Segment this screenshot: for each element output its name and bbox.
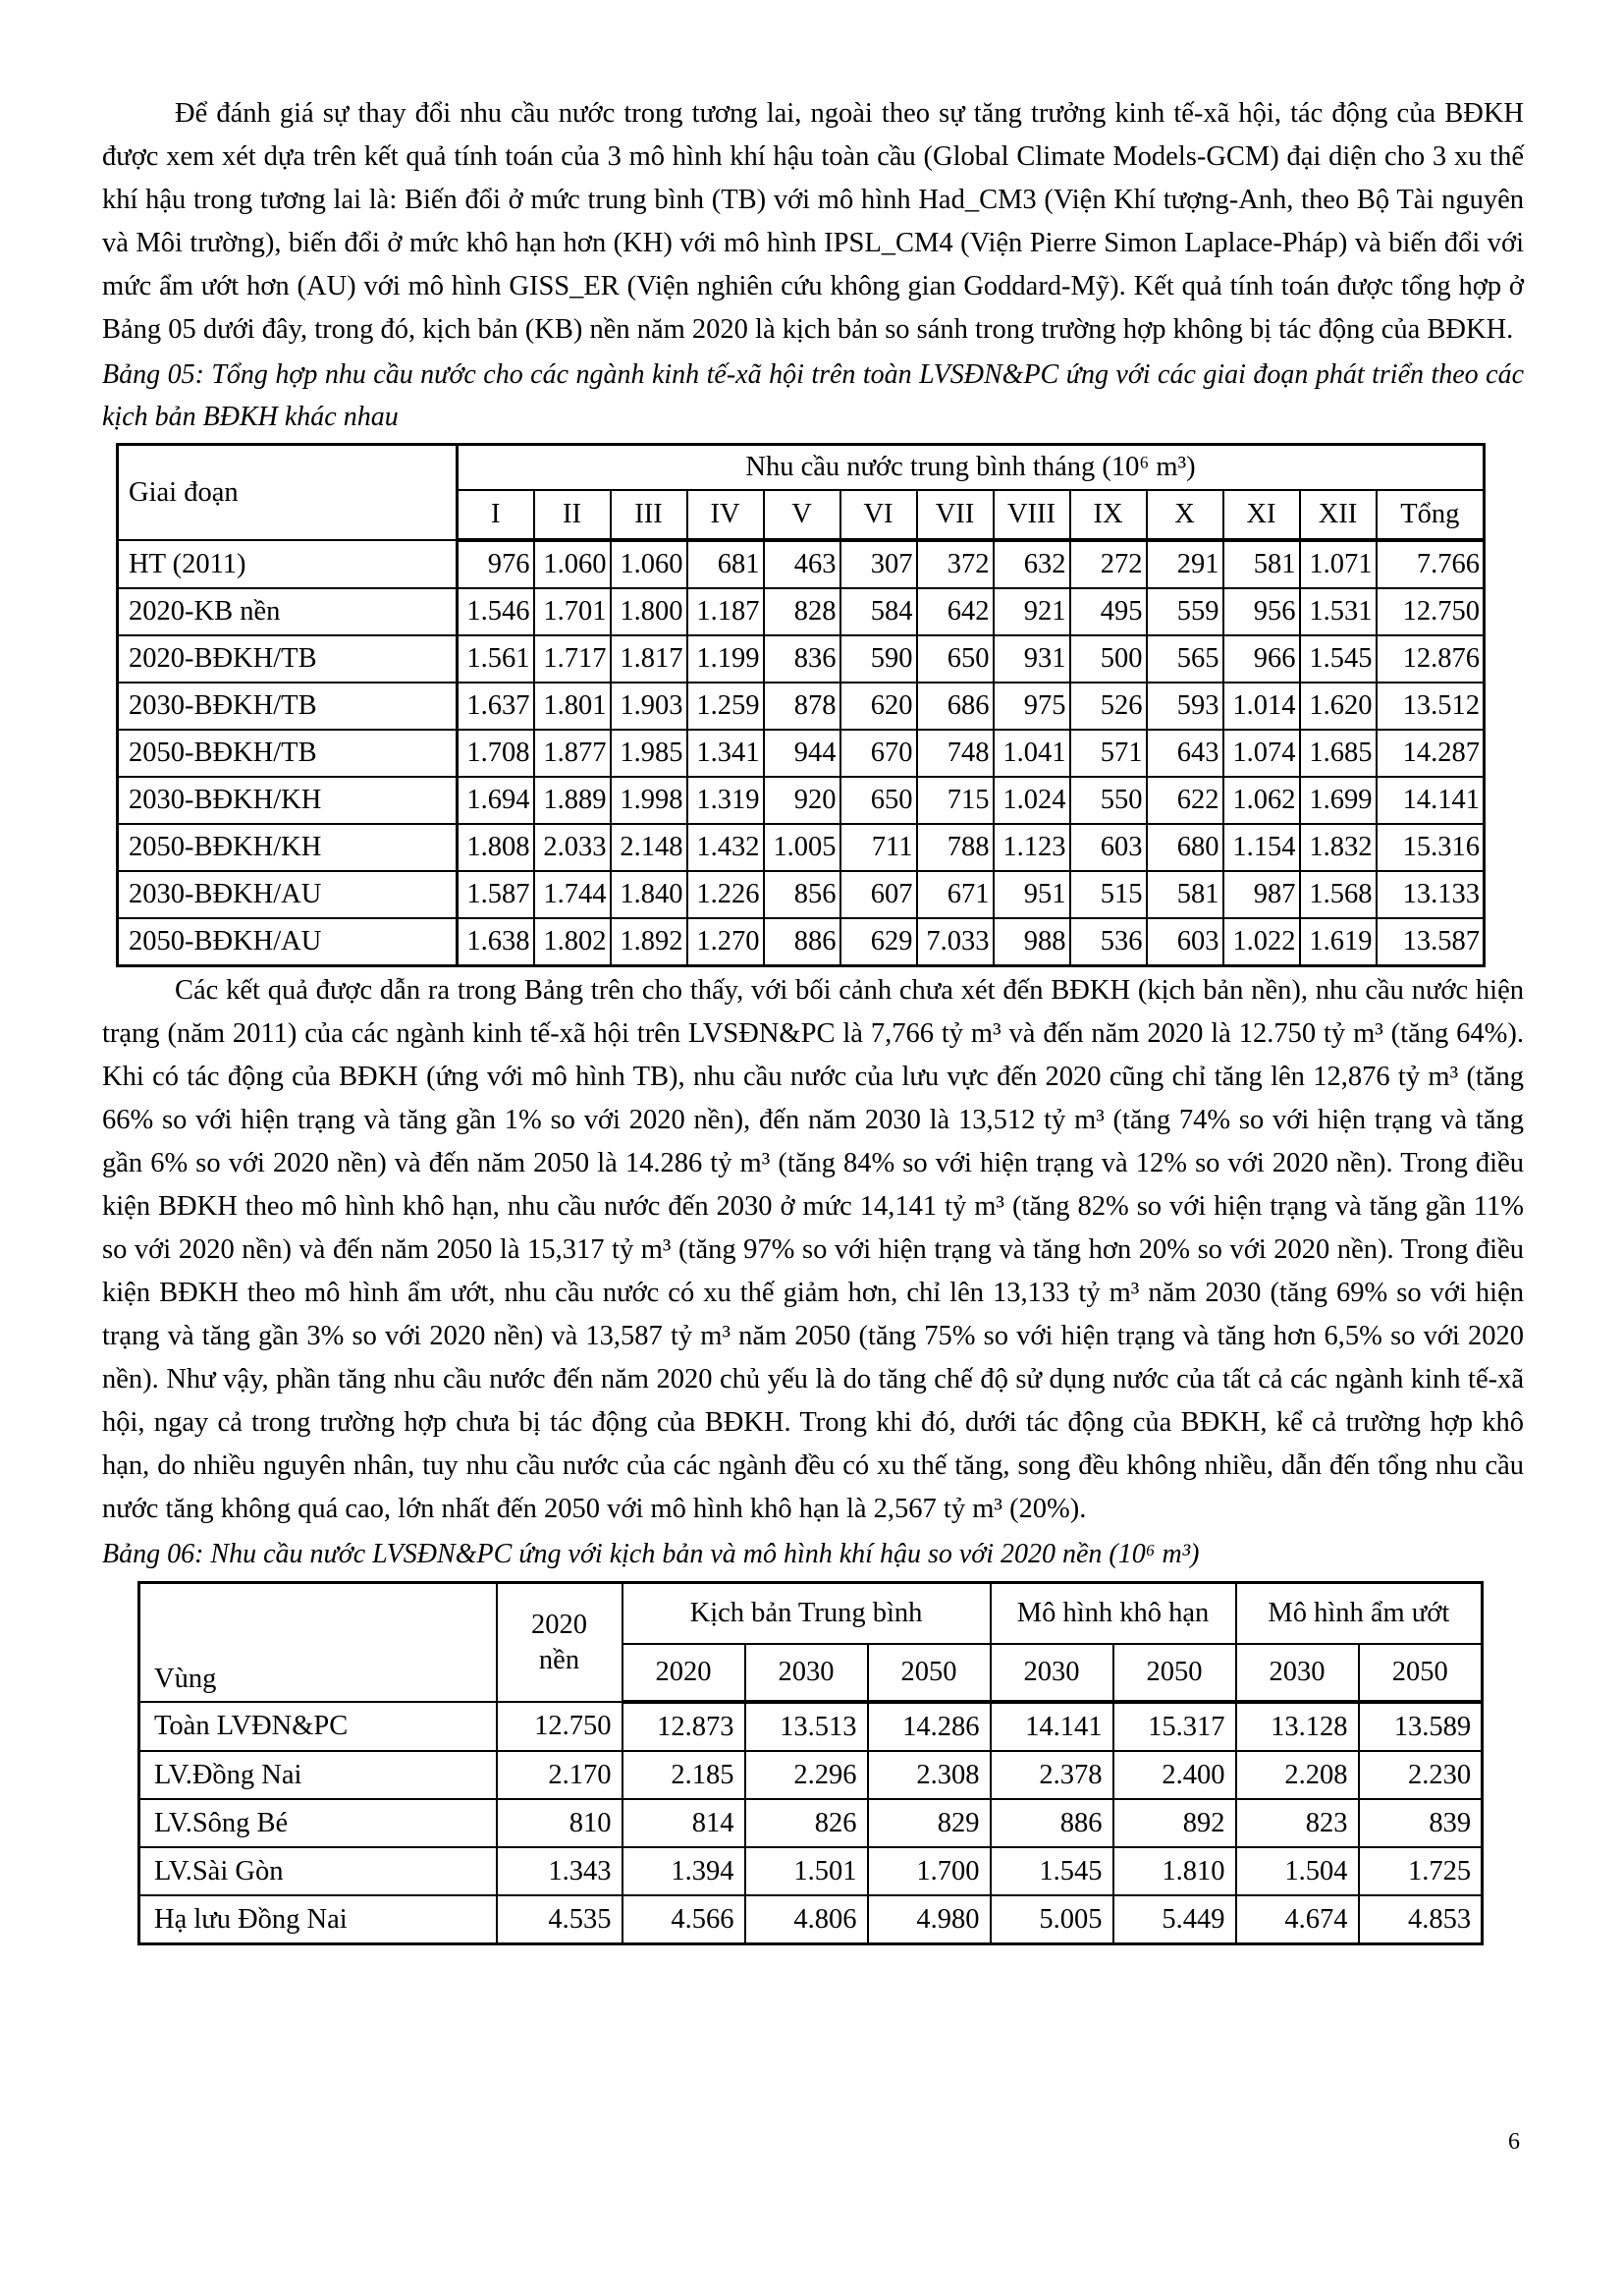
cell-value: 1.568 [1300, 871, 1377, 918]
row-label: Hạ lưu Đồng Nai [139, 1895, 497, 1944]
row-label: LV.Sông Bé [139, 1799, 497, 1847]
table05-header-row-1 [118, 445, 1485, 491]
page-number: 6 [1508, 2129, 1520, 2155]
paragraph-intro: Để đánh giá sự thay đổi nhu cầu nước trong tương lai, ngoài theo sự tăng trưởng kinh tế-xã hội, tác động của BĐKH được xem xét dựa trên kết quả tính toán của 3 mô hình khí hậu toàn cầu (Global Climate Models-GCM) đại diện cho 3 xu thế khí hậu trong tương lai là: Biến đổi ở mức trung bình (TB) với mô hình Had_CM3 (Viện Khí tượng-Anh, theo Bộ Tài nguyên và Môi trường), biến đổi ở mức khô hạn hơn (KH) với mô hình IPSL_CM4 (Viện Pierre Simon Laplace-Pháp) và biến đổi với mức ẩm ướt hơn (AU) với mô hình GISS_ER (Viện nghiên cứu không gian Goddard-Mỹ). Kết quả tính toán được tổng hợp ở Bảng 05 dưới đây, trong đó, kịch bản (KB) nền năm 2020 là kịch bản so sánh trong trường hợp không bị tác động của BĐKH. [102, 98, 1524, 345]
cell-value: 12.876 [1377, 635, 1485, 683]
cell-value: 966 [1223, 635, 1300, 683]
cell-value: 931 [994, 635, 1070, 683]
cell-value: 307 [840, 540, 917, 588]
cell-value: 1.840 [611, 871, 687, 918]
cell-value: 14.141 [991, 1702, 1113, 1751]
table05-col-VII: VII [917, 490, 994, 540]
table06-header-row-1 [139, 1583, 1483, 1645]
cell-value: 878 [764, 683, 840, 730]
cell-value: 495 [1070, 588, 1147, 635]
table05-col-X: X [1147, 490, 1223, 540]
table-row [139, 1895, 1483, 1944]
cell-value: 1.808 [458, 824, 534, 871]
cell-value: 1.343 [497, 1847, 623, 1895]
cell-value: 13.512 [1377, 683, 1485, 730]
cell-value: 1.319 [687, 777, 764, 824]
table06-water-demand-by-region [137, 1581, 1484, 1945]
table-row [118, 635, 1485, 683]
cell-value: 976 [458, 540, 534, 588]
cell-value: 975 [994, 683, 1070, 730]
cell-value: 4.535 [497, 1895, 623, 1944]
cell-value: 670 [840, 730, 917, 777]
cell-value: 1.071 [1300, 540, 1377, 588]
cell-value: 715 [917, 777, 994, 824]
cell-value: 4.853 [1359, 1895, 1483, 1944]
cell-value: 988 [994, 918, 1070, 966]
cell-value: 886 [991, 1799, 1113, 1847]
cell-value: 1.432 [687, 824, 764, 871]
table05-col-V: V [764, 490, 840, 540]
cell-value: 590 [840, 635, 917, 683]
table05-col-III: III [611, 490, 687, 540]
cell-value: 829 [868, 1799, 991, 1847]
cell-value: 650 [917, 635, 994, 683]
cell-value: 1.619 [1300, 918, 1377, 966]
cell-value: 748 [917, 730, 994, 777]
cell-value: 1.270 [687, 918, 764, 966]
table06-header-2020-nen-line2: nền [538, 1644, 580, 1675]
cell-value: 987 [1223, 871, 1300, 918]
cell-value: 4.806 [745, 1895, 868, 1944]
cell-value: 4.980 [868, 1895, 991, 1944]
cell-value: 920 [764, 777, 840, 824]
cell-value: 1.801 [534, 683, 611, 730]
cell-value: 921 [994, 588, 1070, 635]
cell-value: 686 [917, 683, 994, 730]
cell-value: 1.005 [764, 824, 840, 871]
table05-col-IX: IX [1070, 490, 1147, 540]
cell-value: 4.674 [1236, 1895, 1359, 1944]
table-row [118, 588, 1485, 635]
table-row [118, 683, 1485, 730]
cell-value: 12.750 [1377, 588, 1485, 635]
cell-value: 12.750 [497, 1702, 623, 1751]
cell-value: 836 [764, 635, 840, 683]
cell-value: 1.903 [611, 683, 687, 730]
cell-value: 7.766 [1377, 540, 1485, 588]
cell-value: 839 [1359, 1799, 1483, 1847]
cell-value: 1.725 [1359, 1847, 1483, 1895]
table-row [139, 1702, 1483, 1751]
cell-value: 2.185 [623, 1751, 745, 1799]
table06-header-2020-nen-line1: 2020 [531, 1609, 587, 1640]
table06-header-group-kho-han: Mô hình khô hạn [991, 1583, 1236, 1645]
cell-value: 814 [623, 1799, 745, 1847]
cell-value: 1.637 [458, 683, 534, 730]
row-label: LV.Đồng Nai [139, 1751, 497, 1799]
cell-value: 5.449 [1113, 1895, 1236, 1944]
cell-value: 951 [994, 871, 1070, 918]
cell-value: 2.378 [991, 1751, 1113, 1799]
cell-value: 1.998 [611, 777, 687, 824]
cell-value: 14.287 [1377, 730, 1485, 777]
row-label: 2030-BĐKH/TB [118, 683, 458, 730]
cell-value: 1.060 [534, 540, 611, 588]
cell-value: 1.123 [994, 824, 1070, 871]
cell-value: 15.317 [1113, 1702, 1236, 1751]
table06-col-kh-2030: 2030 [991, 1644, 1113, 1702]
cell-value: 642 [917, 588, 994, 635]
table05-header-months-title: Nhu cầu nước trung bình tháng (10⁶ m³) [458, 445, 1485, 491]
cell-value: 956 [1223, 588, 1300, 635]
cell-value: 650 [840, 777, 917, 824]
table-row [118, 730, 1485, 777]
table05-col-VI: VI [840, 490, 917, 540]
cell-value: 581 [1147, 871, 1223, 918]
cell-value: 1.620 [1300, 683, 1377, 730]
table06-col-au-2050: 2050 [1359, 1644, 1483, 1702]
cell-value: 1.832 [1300, 824, 1377, 871]
cell-value: 2.208 [1236, 1751, 1359, 1799]
cell-value: 565 [1147, 635, 1223, 683]
cell-value: 500 [1070, 635, 1147, 683]
row-label: Toàn LVĐN&PC [139, 1702, 497, 1751]
table06-body [139, 1702, 1483, 1944]
cell-value: 1.024 [994, 777, 1070, 824]
cell-value: 14.286 [868, 1702, 991, 1751]
cell-value: 4.566 [623, 1895, 745, 1944]
table06-header-vung: Vùng [139, 1583, 497, 1703]
cell-value: 13.133 [1377, 871, 1485, 918]
cell-value: 632 [994, 540, 1070, 588]
cell-value: 2.400 [1113, 1751, 1236, 1799]
table05-col-VIII: VIII [994, 490, 1070, 540]
cell-value: 1.889 [534, 777, 611, 824]
cell-value: 1.074 [1223, 730, 1300, 777]
row-label: 2020-BĐKH/TB [118, 635, 458, 683]
cell-value: 526 [1070, 683, 1147, 730]
cell-value: 607 [840, 871, 917, 918]
table-row [118, 540, 1485, 588]
cell-value: 372 [917, 540, 994, 588]
cell-value: 1.259 [687, 683, 764, 730]
cell-value: 14.141 [1377, 777, 1485, 824]
cell-value: 711 [840, 824, 917, 871]
cell-value: 788 [917, 824, 994, 871]
cell-value: 2.308 [868, 1751, 991, 1799]
table05-water-demand-monthly [116, 443, 1486, 967]
cell-value: 1.744 [534, 871, 611, 918]
cell-value: 856 [764, 871, 840, 918]
cell-value: 13.128 [1236, 1702, 1359, 1751]
cell-value: 1.187 [687, 588, 764, 635]
cell-value: 671 [917, 871, 994, 918]
table-row [139, 1847, 1483, 1895]
cell-value: 1.877 [534, 730, 611, 777]
cell-value: 629 [840, 918, 917, 966]
cell-value: 1.545 [991, 1847, 1113, 1895]
cell-value: 1.700 [868, 1847, 991, 1895]
cell-value: 13.587 [1377, 918, 1485, 966]
cell-value: 826 [745, 1799, 868, 1847]
table05-col-I: I [458, 490, 534, 540]
cell-value: 1.699 [1300, 777, 1377, 824]
table05-col-XII: XII [1300, 490, 1377, 540]
cell-value: 810 [497, 1799, 623, 1847]
row-label: 2050-BĐKH/KH [118, 824, 458, 871]
cell-value: 680 [1147, 824, 1223, 871]
table05-header-giai-doan: Giai đoạn [118, 445, 458, 541]
cell-value: 944 [764, 730, 840, 777]
cell-value: 1.546 [458, 588, 534, 635]
cell-value: 2.148 [611, 824, 687, 871]
cell-value: 581 [1223, 540, 1300, 588]
table05-col-tong: Tổng [1377, 490, 1485, 540]
cell-value: 1.892 [611, 918, 687, 966]
row-label: 2020-KB nền [118, 588, 458, 635]
cell-value: 603 [1147, 918, 1223, 966]
cell-value: 1.694 [458, 777, 534, 824]
table06-header-group-am-uot: Mô hình ẩm ướt [1236, 1583, 1483, 1645]
cell-value: 1.501 [745, 1847, 868, 1895]
table05-col-II: II [534, 490, 611, 540]
cell-value: 828 [764, 588, 840, 635]
cell-value: 463 [764, 540, 840, 588]
cell-value: 1.587 [458, 871, 534, 918]
cell-value: 1.802 [534, 918, 611, 966]
table05-body [118, 540, 1485, 966]
cell-value: 1.226 [687, 871, 764, 918]
table06-header-group-trung-binh: Kịch bản Trung bình [623, 1583, 991, 1645]
cell-value: 1.708 [458, 730, 534, 777]
table05-col-XI: XI [1223, 490, 1300, 540]
cell-value: 593 [1147, 683, 1223, 730]
cell-value: 892 [1113, 1799, 1236, 1847]
table06-col-tb-2030: 2030 [745, 1644, 868, 1702]
cell-value: 603 [1070, 824, 1147, 871]
row-label: 2030-BĐKH/KH [118, 777, 458, 824]
table-row [139, 1751, 1483, 1799]
cell-value: 1.022 [1223, 918, 1300, 966]
row-label: 2050-BĐKH/AU [118, 918, 458, 966]
cell-value: 1.800 [611, 588, 687, 635]
cell-value: 1.394 [623, 1847, 745, 1895]
cell-value: 291 [1147, 540, 1223, 588]
cell-value: 1.545 [1300, 635, 1377, 683]
cell-value: 1.014 [1223, 683, 1300, 730]
cell-value: 1.041 [994, 730, 1070, 777]
cell-value: 1.685 [1300, 730, 1377, 777]
cell-value: 1.199 [687, 635, 764, 683]
table06-col-kh-2050: 2050 [1113, 1644, 1236, 1702]
table05-caption: Bảng 05: Tổng hợp nhu cầu nước cho các ngành kinh tế-xã hội trên toàn LVSĐN&PC ứng với các giai đoạn phát triển theo các kịch bản BĐKH khác nhau [102, 359, 1524, 432]
cell-value: 622 [1147, 777, 1223, 824]
row-label: 2030-BĐKH/AU [118, 871, 458, 918]
cell-value: 1.341 [687, 730, 764, 777]
cell-value: 1.985 [611, 730, 687, 777]
table06-col-tb-2050: 2050 [868, 1644, 991, 1702]
cell-value: 823 [1236, 1799, 1359, 1847]
cell-value: 13.513 [745, 1702, 868, 1751]
paragraph-analysis: Các kết quả được dẫn ra trong Bảng trên cho thấy, với bối cảnh chưa xét đến BĐKH (kịch bản nền), nhu cầu nước hiện trạng (năm 2011) của các ngành kinh tế-xã hội trên LVSĐN&PC là 7,766 tỷ m³ và đến năm 2020 là 12.750 tỷ m³ (tăng 64%). Khi có tác động của BĐKH (ứng với mô hình TB), nhu cầu nước của lưu vực đến 2020 cũng chỉ tăng lên 12,876 tỷ m³ (tăng 66% so với hiện trạng và tăng gần 1% so với 2020 nền), đến năm 2030 là 13,512 tỷ m³ (tăng 74% so với hiện trạng và tăng gần 6% so với 2020 nền) và đến năm 2050 là 14.286 tỷ m³ (tăng 84% so với hiện trạng và 12% so với 2020 nền). Trong điều kiện BĐKH theo mô hình khô hạn, nhu cầu nước đến 2030 ở mức 14,141 tỷ m³ (tăng 82% so với hiện trạng và tăng gần 11% so với 2020 nền) và đến năm 2050 là 15,317 tỷ m³ (tăng 97% so với hiện trạng và tăng hơn 20% so với 2020 nền). Trong điều kiện BĐKH theo mô hình ẩm ướt, nhu cầu nước có xu thế giảm hơn, chỉ lên 13,133 tỷ m³ năm 2030 (tăng 69% so với hiện trạng và tăng gần 3% so với 2020 nền) và 13,587 tỷ m³ năm 2050 (tăng 75% so với hiện trạng và tăng hơn 6,5% so với 2020 nền). Như vậy, phần tăng nhu cầu nước đến năm 2020 chủ yếu là do tăng chế độ sử dụng nước của tất cả các ngành kinh tế-xã hội, ngay cả trong trường hợp chưa bị tác động của BĐKH. Trong khi đó, dưới tác động của BĐKH, kể cả trường hợp khô hạn, do nhiều nguyên nhân, tuy nhu cầu nước của các ngành đều có xu thế tăng, song đều không nhiều, dẫn đến tổng nhu cầu nước tăng không quá cao, lớn nhất đến 2050 với mô hình khô hạn là 2,567 tỷ m³ (20%). [102, 975, 1524, 1524]
cell-value: 681 [687, 540, 764, 588]
table06-col-au-2030: 2030 [1236, 1644, 1359, 1702]
cell-value: 515 [1070, 871, 1147, 918]
cell-value: 7.033 [917, 918, 994, 966]
table06-caption: Bảng 06: Nhu cầu nước LVSĐN&PC ứng với kịch bản và mô hình khí hậu so với 2020 nền (10⁶ m³) [102, 1539, 1200, 1569]
cell-value: 1.717 [534, 635, 611, 683]
row-label: 2050-BĐKH/TB [118, 730, 458, 777]
table-row [139, 1799, 1483, 1847]
cell-value: 643 [1147, 730, 1223, 777]
cell-value: 886 [764, 918, 840, 966]
cell-value: 1.638 [458, 918, 534, 966]
cell-value: 15.316 [1377, 824, 1485, 871]
row-label: HT (2011) [118, 540, 458, 588]
cell-value: 2.170 [497, 1751, 623, 1799]
cell-value: 620 [840, 683, 917, 730]
cell-value: 1.060 [611, 540, 687, 588]
table06-col-tb-2020: 2020 [623, 1644, 745, 1702]
table-row [118, 777, 1485, 824]
cell-value: 1.062 [1223, 777, 1300, 824]
cell-value: 1.701 [534, 588, 611, 635]
cell-value: 1.504 [1236, 1847, 1359, 1895]
cell-value: 1.817 [611, 635, 687, 683]
cell-value: 536 [1070, 918, 1147, 966]
cell-value: 5.005 [991, 1895, 1113, 1944]
cell-value: 559 [1147, 588, 1223, 635]
cell-value: 1.154 [1223, 824, 1300, 871]
table-row [118, 871, 1485, 918]
cell-value: 272 [1070, 540, 1147, 588]
cell-value: 2.296 [745, 1751, 868, 1799]
cell-value: 2.230 [1359, 1751, 1483, 1799]
cell-value: 584 [840, 588, 917, 635]
cell-value: 571 [1070, 730, 1147, 777]
table05-col-IV: IV [687, 490, 764, 540]
cell-value: 12.873 [623, 1702, 745, 1751]
cell-value: 1.810 [1113, 1847, 1236, 1895]
cell-value: 1.531 [1300, 588, 1377, 635]
cell-value: 13.589 [1359, 1702, 1483, 1751]
table-row [118, 918, 1485, 966]
cell-value: 1.561 [458, 635, 534, 683]
row-label: LV.Sài Gòn [139, 1847, 497, 1895]
table06-header-2020-nen [497, 1583, 623, 1703]
table-row [118, 824, 1485, 871]
cell-value: 550 [1070, 777, 1147, 824]
cell-value: 2.033 [534, 824, 611, 871]
